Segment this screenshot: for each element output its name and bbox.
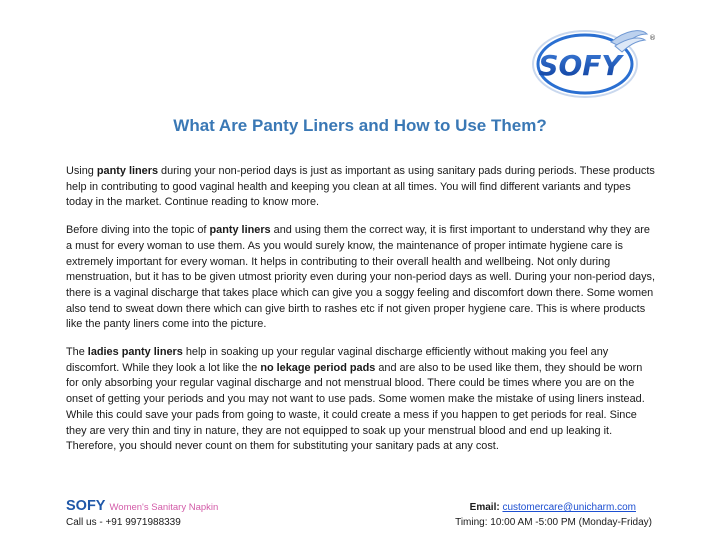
paragraph-text: Using	[66, 165, 97, 177]
email-contact	[470, 502, 636, 513]
footer-brand	[66, 498, 218, 514]
page-title: What Are Panty Liners and How to Use Them?	[173, 116, 547, 135]
bold-keyword: ladies panty liners	[87, 346, 183, 359]
article-body	[66, 164, 656, 467]
article-paragraph	[66, 223, 656, 333]
footer	[66, 498, 656, 538]
article-paragraph	[66, 345, 656, 455]
bold-keyword: panty liners	[209, 224, 271, 237]
paragraph-text: and are also to be used like them, they should be worn for only absorbing your regular vaginal discharge and not menstrual blood. There could be times where you are on the onset of getting your periods and you may not want to use pads. Some women make the mistake of using liners instead. While this could save your pads from going to waste, it could create a mess if you happen to get periods for real. Since they are very thin and tiny in nature, they are not equipped to soak up your menstrual blood and end up leaking it. Therefore, you should never count on them for substituting your sanitary pads at any cost.	[66, 361, 645, 453]
brand-tagline: Women's Sanitary Napkin	[109, 502, 219, 513]
sofy-logo	[527, 20, 657, 102]
email-link[interactable]: customercare@unicharm.com	[502, 502, 636, 513]
article-paragraph	[66, 164, 656, 211]
registered-mark: ®	[649, 34, 656, 42]
brand-name: SOFY	[66, 498, 106, 514]
logo-text: SOFY	[538, 49, 622, 82]
email-label: Email:	[469, 502, 500, 513]
phone-number: Call us - +91 9971988339	[66, 517, 181, 528]
paragraph-text: Before diving into the topic of	[66, 224, 210, 237]
paragraph-text: The	[66, 346, 88, 359]
paragraph-text: and using them the correct way, it is first important to understand why they are a must for every woman to use them. As you would surely know, the maintenance of proper intimate hygiene care is extremely important for every woman. It helps in contributing to their overall health and wellbeing. Not only during menstruation, but it has to be given utmost priority even during your non-period days as well. During your non-period days, there is a vaginal discharge that takes place which can give you a soggy feeling and discomfort down there. Some women also tend to sweat down there which can give birth to rashes etc if not given proper hygiene care. This is where products like the panty liners come into the picture.	[66, 224, 656, 331]
support-timing: Timing: 10:00 AM -5:00 PM (Monday-Friday)	[455, 517, 652, 528]
paragraph-text: during your non-period days is just as important as using sanitary pads during periods. These products help in contributing to good vaginal health and keeping you clean at all times. You will find different variants and types today in the market. Continue reading to know more.	[66, 165, 655, 209]
bold-keyword: panty liners	[96, 165, 159, 177]
bold-keyword: no lekage period pads	[260, 361, 376, 374]
paragraph-text: help in soaking up your regular vaginal discharge efficiently without making you feel any discomfort. While they look a lot like the	[66, 346, 609, 374]
